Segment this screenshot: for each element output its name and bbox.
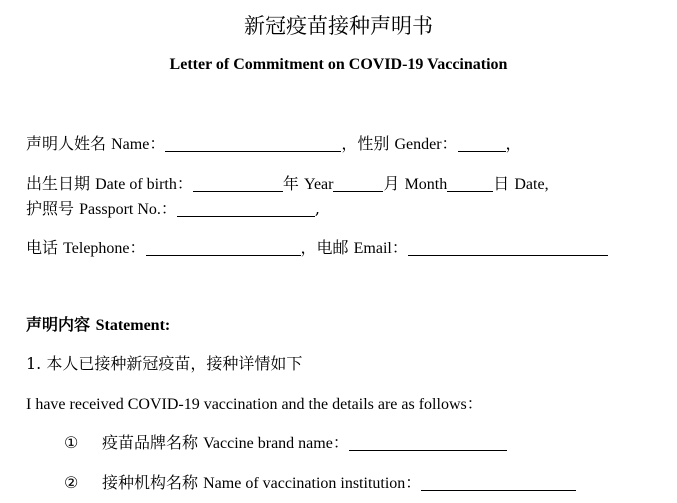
sub-item-label-en: Vaccine brand name： — [203, 435, 349, 452]
sub-item-vaccination-institution — [64, 470, 576, 493]
email-field[interactable] — [408, 241, 608, 256]
day-label-en: Date, — [514, 176, 549, 193]
passport-label-cn: 护照号 — [26, 199, 75, 218]
vaccination-institution-field[interactable] — [421, 476, 576, 491]
name-label-en: Name： — [111, 136, 166, 153]
contact-separator: ， — [300, 238, 317, 257]
sub-item-label-en: Name of vaccination institution： — [203, 475, 422, 492]
email-label-en: Email： — [353, 240, 408, 257]
statement-heading-cn: 声明内容 — [26, 315, 91, 334]
item-1-english: I have received COVID-19 vaccination and the details are as follows： — [26, 396, 483, 413]
birth-day-field[interactable] — [447, 177, 493, 192]
statement-heading — [26, 312, 170, 335]
passport-label-en: Passport No.： — [79, 201, 177, 218]
birth-label-cn: 出生日期 — [26, 174, 91, 193]
telephone-label-cn: 电话 — [26, 238, 59, 257]
name-gender-row — [26, 131, 522, 154]
gender-label-en: Gender： — [394, 136, 458, 153]
month-label-en: Month — [404, 176, 448, 193]
telephone-field[interactable] — [146, 241, 301, 256]
birth-label-en: Date of birth： — [95, 176, 193, 193]
vaccine-brand-field[interactable] — [349, 436, 507, 451]
day-label-cn: 日 — [493, 174, 510, 193]
gender-field[interactable] — [458, 137, 506, 152]
name-separator: ， — [341, 134, 358, 153]
passport-row — [26, 196, 320, 219]
sub-item-label-cn: 接种机构名称 — [102, 473, 199, 492]
year-label-cn: 年 — [282, 174, 299, 193]
birth-year-field[interactable] — [193, 177, 283, 192]
telephone-label-en: Telephone： — [63, 240, 146, 257]
sub-item-label-cn: 疫苗品牌名称 — [102, 433, 199, 452]
month-label-cn: 月 — [383, 174, 400, 193]
birth-date-row — [26, 171, 549, 194]
sub-item-marker: ① — [64, 433, 79, 452]
year-label-en: Year — [303, 176, 334, 193]
document-title-english: Letter of Commitment on COVID-19 Vaccination — [169, 56, 508, 73]
sub-item-vaccine-brand — [64, 430, 507, 453]
name-label-cn: 声明人姓名 — [26, 134, 107, 153]
name-field[interactable] — [165, 137, 341, 152]
document-title-chinese: 新冠疫苗接种声明书 — [244, 14, 433, 38]
email-label-cn: 电邮 — [316, 238, 349, 257]
statement-heading-en: Statement: — [95, 317, 171, 334]
birth-month-field[interactable] — [333, 177, 383, 192]
passport-end: , — [314, 199, 320, 218]
gender-label-cn: 性别 — [357, 134, 390, 153]
sub-item-marker: ② — [64, 473, 79, 492]
gender-end: ， — [505, 134, 522, 153]
passport-field[interactable] — [177, 202, 315, 217]
item-1-chinese: 1. 本人已接种新冠疫苗，接种详情如下 — [26, 354, 303, 373]
contact-row — [26, 235, 608, 258]
